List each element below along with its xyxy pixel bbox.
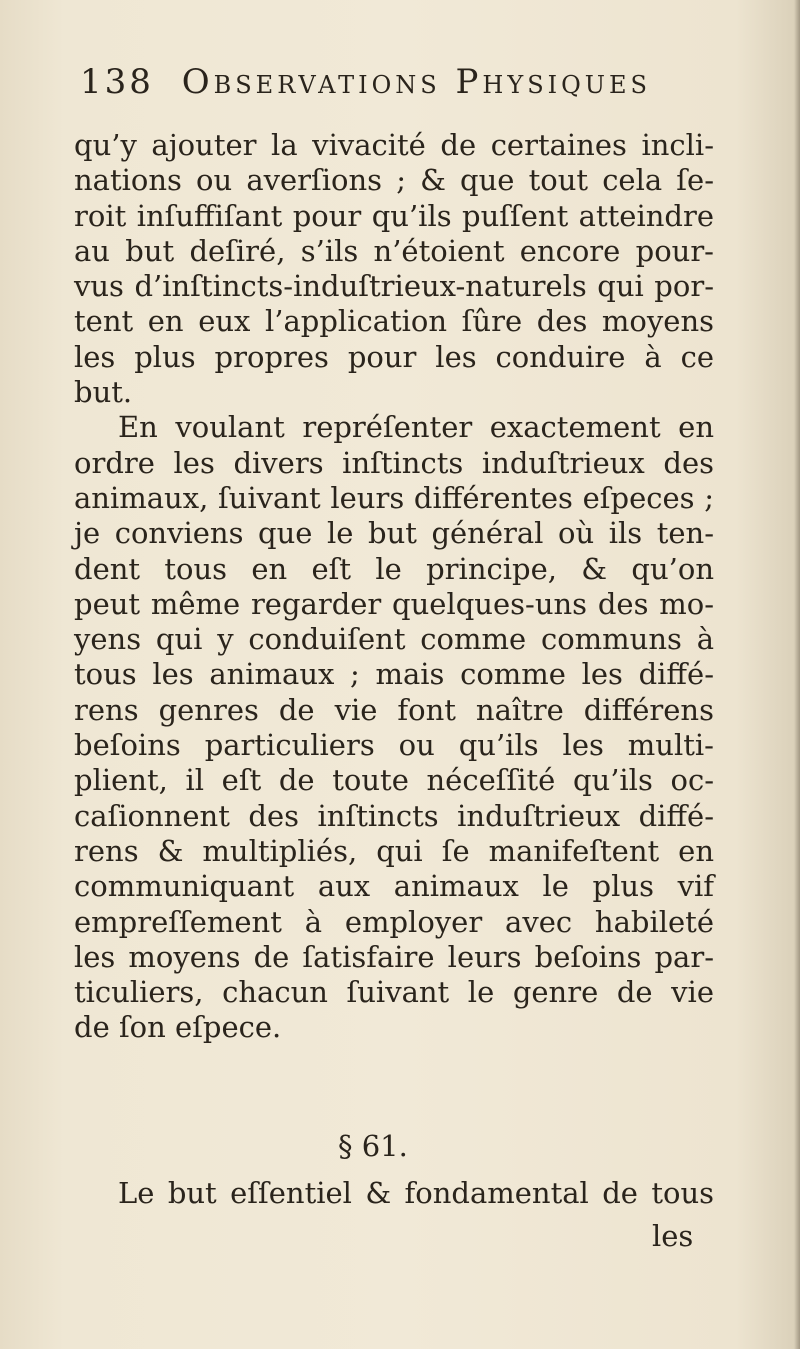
text-line: yens qui y conduiſent comme communs à	[74, 622, 714, 657]
text-line: les plus propres pour les conduire à ce	[74, 339, 714, 374]
text-line: ticuliers, chacun ſuivant le genre de vie	[74, 975, 714, 1010]
text-line: vus d’inſtincts-induſtrieux-naturels qui por-	[74, 269, 714, 304]
text-line: dent tous en eſt le principe, & qu’on	[74, 551, 714, 586]
text-line: au but deſiré, s’ils n’étoient encore pour-	[74, 233, 714, 268]
text-line: plient, il eſt de toute néceſſité qu’ils oc-	[74, 763, 714, 798]
text-line: Le but eſſentiel & fondamental de tous	[118, 1176, 714, 1210]
catchword: les	[652, 1219, 694, 1253]
text-line: empreſſement à employer avec habileté	[74, 904, 714, 939]
closing-paragraph	[74, 1176, 714, 1211]
body-text	[74, 128, 714, 1046]
text-line: tous les animaux ; mais comme les diffé-	[74, 657, 714, 692]
text-line: de ſon eſpece.	[74, 1010, 282, 1045]
paragraph-1	[74, 128, 714, 410]
text-line: tent en eux l’application ſûre des moyens	[74, 304, 714, 339]
text-line: beſoins particuliers ou qu’ils les multi-	[74, 728, 714, 763]
text-line: animaux, ſuivant leurs différentes eſpeces ;	[74, 480, 714, 515]
text-line: nations ou averſions ; & que tout cela ſe-	[74, 163, 714, 198]
text-line: rens & multipliés, qui ſe manifeſtent en	[74, 833, 714, 868]
text-line: ordre les divers inſtincts induſtrieux des	[74, 445, 714, 480]
paragraph-2	[74, 410, 714, 1045]
text-line: peut même regarder quelques-uns des mo-	[74, 586, 714, 621]
text-line: rens genres de vie font naître différens	[74, 692, 714, 727]
text-line: les moyens de ſatisfaire leurs beſoins par-	[74, 939, 714, 974]
page-number: 138	[80, 62, 154, 102]
page-edge-shadow	[794, 0, 800, 1349]
text-line: roit inſuffiſant pour qu’ils puſſent atteindre	[74, 198, 714, 233]
running-title: Observations Physiques	[181, 62, 651, 102]
text-line: En voulant repréſenter exactement en	[118, 410, 714, 445]
text-line: qu’y ajouter la vivacité de certaines incli-	[74, 128, 714, 162]
text-line: but.	[74, 375, 133, 410]
text-line: caſionnent des inſtincts induſtrieux diffé-	[74, 798, 714, 833]
text-line: je conviens que le but général où ils ten-	[74, 516, 714, 551]
section-heading: § 61.	[338, 1129, 408, 1163]
text-line: communiquant aux animaux le plus vif	[74, 869, 714, 904]
page-header	[80, 62, 680, 112]
